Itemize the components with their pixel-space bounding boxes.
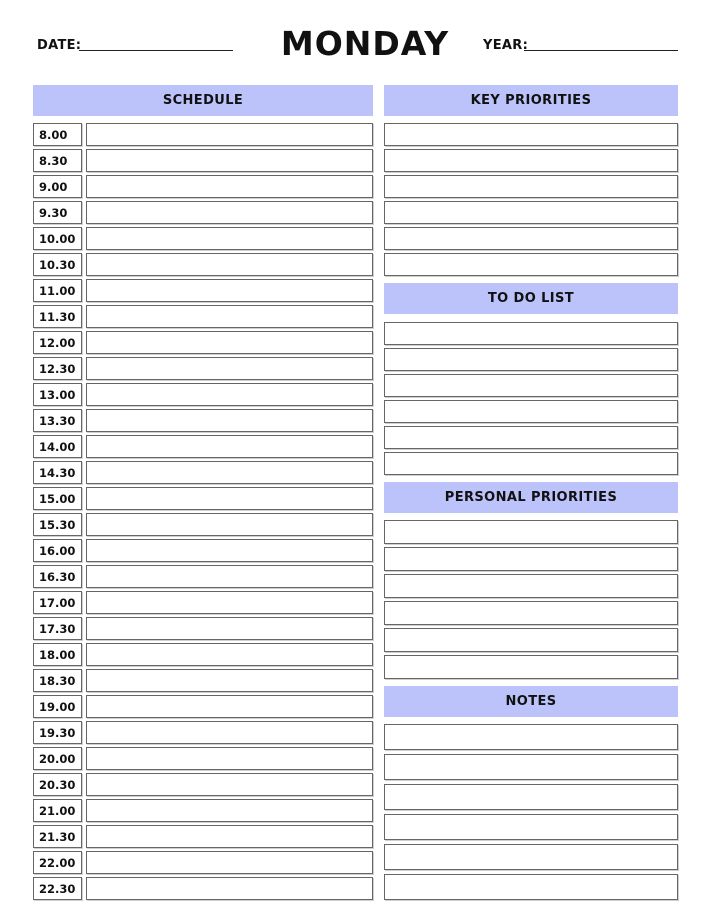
schedule-entry-box[interactable] xyxy=(86,227,373,250)
todo-item-line[interactable] xyxy=(384,426,678,449)
notes-line[interactable] xyxy=(384,754,678,780)
time-slot-label: 20.30 xyxy=(33,773,82,796)
time-slot-label: 15.30 xyxy=(33,513,82,536)
schedule-entry-box[interactable] xyxy=(86,799,373,822)
time-slot-label: 11.30 xyxy=(33,305,82,328)
time-slot-label: 22.30 xyxy=(33,877,82,900)
time-slot-label: 11.00 xyxy=(33,279,82,302)
time-slot-label: 17.30 xyxy=(33,617,82,640)
time-slot-label: 12.30 xyxy=(33,357,82,380)
schedule-entry-box[interactable] xyxy=(86,643,373,666)
time-slot-label: 13.00 xyxy=(33,383,82,406)
schedule-entry-box[interactable] xyxy=(86,513,373,536)
time-slot-label: 19.00 xyxy=(33,695,82,718)
key-priorities-header: KEY PRIORITIES xyxy=(384,85,678,116)
time-slot-label: 16.00 xyxy=(33,539,82,562)
schedule-entry-box[interactable] xyxy=(86,539,373,562)
schedule-entry-box[interactable] xyxy=(86,669,373,692)
schedule-entry-box[interactable] xyxy=(86,175,373,198)
schedule-entry-box[interactable] xyxy=(86,487,373,510)
time-slot-label: 18.00 xyxy=(33,643,82,666)
time-slot-label: 22.00 xyxy=(33,851,82,874)
personal-priority-line[interactable] xyxy=(384,547,678,571)
time-slot-label: 16.30 xyxy=(33,565,82,588)
time-slot-label: 8.30 xyxy=(33,149,82,172)
schedule-header: SCHEDULE xyxy=(33,85,373,116)
schedule-entry-box[interactable] xyxy=(86,279,373,302)
year-label: YEAR: xyxy=(483,38,529,53)
personal-priorities-header: PERSONAL PRIORITIES xyxy=(384,482,678,513)
key-priority-line[interactable] xyxy=(384,227,678,250)
schedule-entry-box[interactable] xyxy=(86,253,373,276)
time-slot-label: 21.00 xyxy=(33,799,82,822)
time-slot-label: 14.00 xyxy=(33,435,82,458)
schedule-entry-box[interactable] xyxy=(86,825,373,848)
time-slot-label: 21.30 xyxy=(33,825,82,848)
time-slot-label: 13.30 xyxy=(33,409,82,432)
schedule-entry-box[interactable] xyxy=(86,695,373,718)
year-input-line[interactable] xyxy=(524,50,678,51)
schedule-entry-box[interactable] xyxy=(86,123,373,146)
schedule-entry-box[interactable] xyxy=(86,721,373,744)
time-slot-label: 9.00 xyxy=(33,175,82,198)
time-slot-label: 9.30 xyxy=(33,201,82,224)
schedule-entry-box[interactable] xyxy=(86,617,373,640)
notes-line[interactable] xyxy=(384,844,678,870)
time-slot-label: 20.00 xyxy=(33,747,82,770)
key-priority-line[interactable] xyxy=(384,201,678,224)
time-slot-label: 14.30 xyxy=(33,461,82,484)
schedule-entry-box[interactable] xyxy=(86,305,373,328)
key-priority-line[interactable] xyxy=(384,123,678,146)
schedule-entry-box[interactable] xyxy=(86,383,373,406)
todo-item-line[interactable] xyxy=(384,452,678,475)
personal-priority-line[interactable] xyxy=(384,574,678,598)
notes-line[interactable] xyxy=(384,814,678,840)
schedule-entry-box[interactable] xyxy=(86,877,373,900)
schedule-entry-box[interactable] xyxy=(86,591,373,614)
personal-priority-line[interactable] xyxy=(384,520,678,544)
schedule-entry-box[interactable] xyxy=(86,565,373,588)
todo-item-line[interactable] xyxy=(384,322,678,345)
personal-priority-line[interactable] xyxy=(384,628,678,652)
schedule-entry-box[interactable] xyxy=(86,773,373,796)
todo-item-line[interactable] xyxy=(384,400,678,423)
notes-line[interactable] xyxy=(384,724,678,750)
schedule-entry-box[interactable] xyxy=(86,747,373,770)
notes-line[interactable] xyxy=(384,784,678,810)
time-slot-label: 17.00 xyxy=(33,591,82,614)
schedule-entry-box[interactable] xyxy=(86,461,373,484)
time-slot-label: 8.00 xyxy=(33,123,82,146)
time-slot-label: 18.30 xyxy=(33,669,82,692)
date-label: DATE: xyxy=(37,38,82,53)
todo-list-header: TO DO LIST xyxy=(384,283,678,314)
schedule-entry-box[interactable] xyxy=(86,435,373,458)
schedule-entry-box[interactable] xyxy=(86,851,373,874)
personal-priority-line[interactable] xyxy=(384,601,678,625)
notes-header: NOTES xyxy=(384,686,678,717)
todo-item-line[interactable] xyxy=(384,348,678,371)
time-slot-label: 15.00 xyxy=(33,487,82,510)
time-slot-label: 10.00 xyxy=(33,227,82,250)
schedule-entry-box[interactable] xyxy=(86,201,373,224)
personal-priority-line[interactable] xyxy=(384,655,678,679)
schedule-entry-box[interactable] xyxy=(86,357,373,380)
schedule-entry-box[interactable] xyxy=(86,331,373,354)
key-priority-line[interactable] xyxy=(384,253,678,276)
todo-item-line[interactable] xyxy=(384,374,678,397)
key-priority-line[interactable] xyxy=(384,149,678,172)
page-title: MONDAY xyxy=(280,24,450,63)
key-priority-line[interactable] xyxy=(384,175,678,198)
schedule-entry-box[interactable] xyxy=(86,149,373,172)
time-slot-label: 10.30 xyxy=(33,253,82,276)
time-slot-label: 19.30 xyxy=(33,721,82,744)
notes-line[interactable] xyxy=(384,874,678,900)
time-slot-label: 12.00 xyxy=(33,331,82,354)
date-input-line[interactable] xyxy=(79,50,233,51)
schedule-entry-box[interactable] xyxy=(86,409,373,432)
